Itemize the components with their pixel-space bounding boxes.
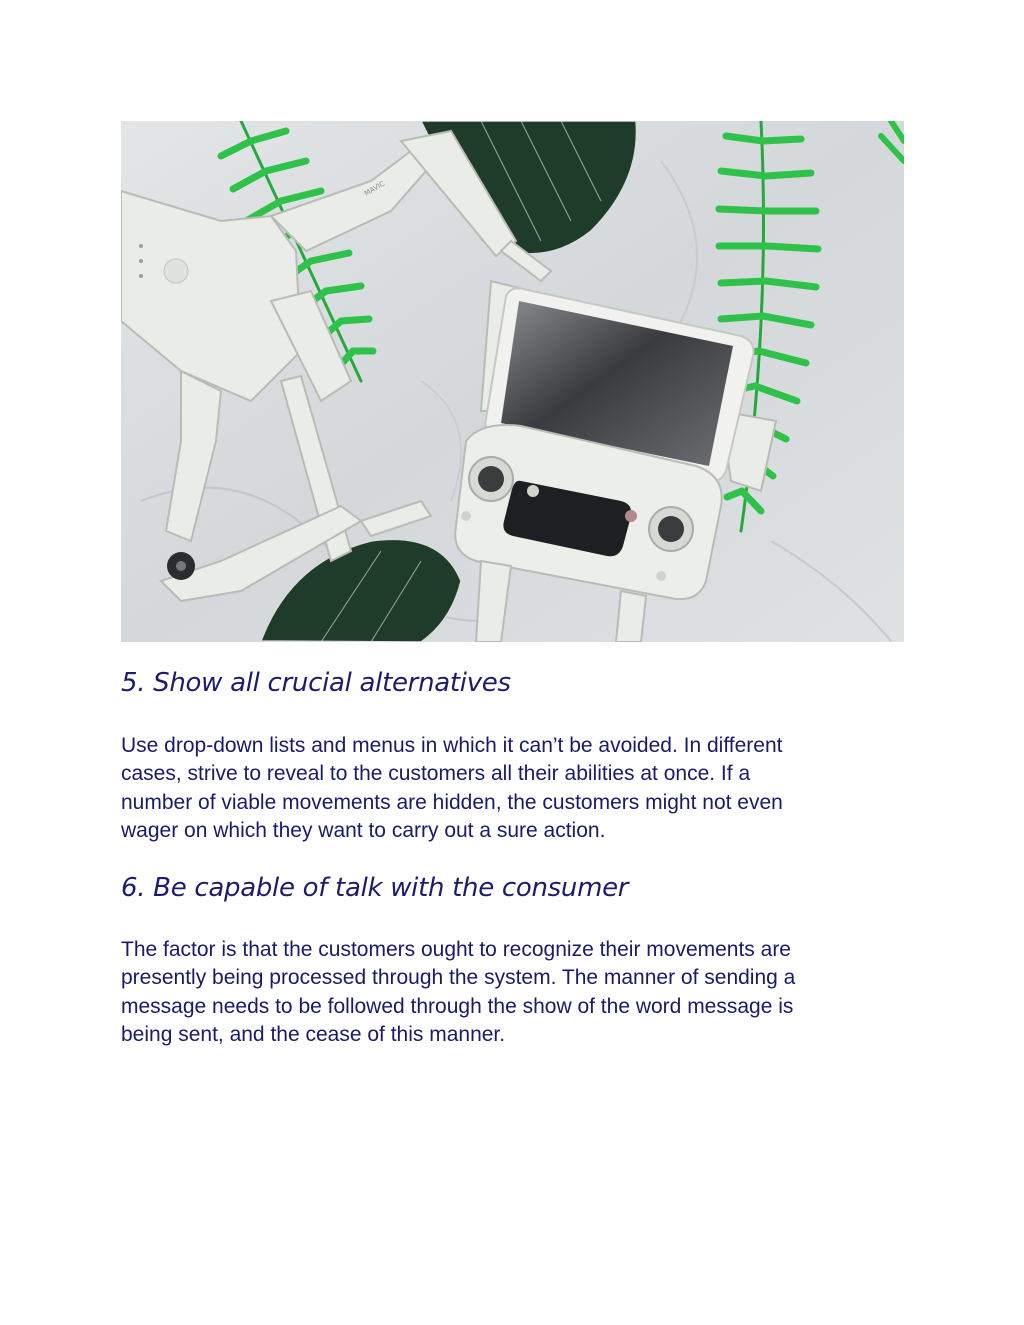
section-heading: 6. Be capable of talk with the consumer	[121, 873, 629, 903]
section-paragraph	[121, 936, 921, 1050]
paragraph-line: The factor is that the customers ought to recognize their movements are	[121, 938, 791, 961]
paragraph-line: being sent, and the cease of this manner.	[121, 1023, 506, 1047]
paragraph-line: Use drop-down lists and menus in which it can’t be avoided. In different	[121, 734, 783, 757]
paragraph-line: presently being processed through the system. The manner of sending a	[121, 966, 796, 990]
section-paragraph	[121, 732, 921, 846]
paragraph-line: number of viable movements are hidden, the customers might not even	[121, 790, 783, 814]
brand-text: MAVIC	[363, 179, 387, 198]
paragraph-line: wager on which they want to carry out a sure action.	[121, 819, 606, 843]
paragraph-line: cases, strive to reveal to the customers all their abilities at once. If a	[121, 762, 751, 786]
drone-controller-photo	[121, 121, 904, 642]
paragraph-line: message needs to be followed through the show of the word message is	[121, 994, 794, 1018]
section-heading: 5. Show all crucial alternatives	[121, 668, 511, 698]
drone-and-controller-photo-icon	[121, 121, 904, 642]
